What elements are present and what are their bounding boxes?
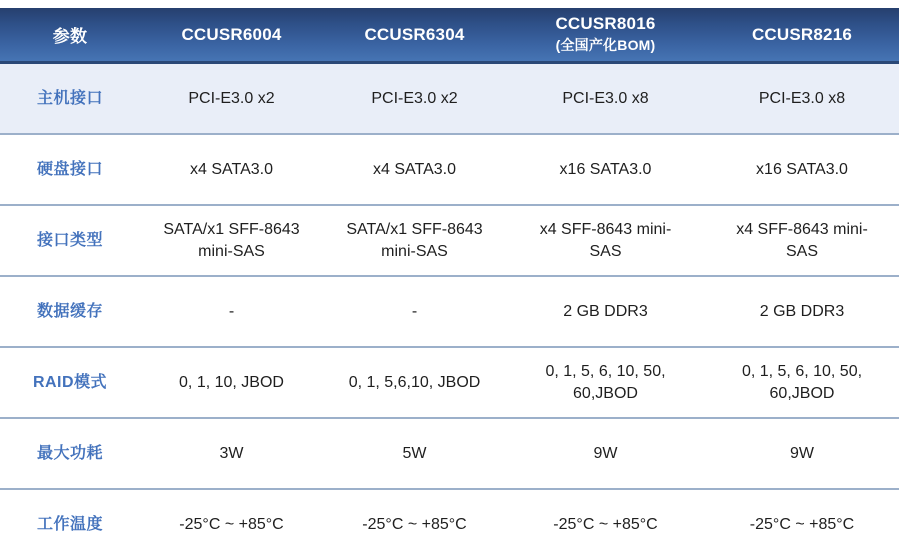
param-cell: 主机接口 [0,63,140,135]
spec-table [0,8,899,537]
column-header-ccusr6304 [323,8,506,63]
param-cell: 硬盘接口 [0,134,140,205]
value-cell: 5W [323,418,506,489]
product-name: CCUSR8016 [555,14,656,33]
value-cell: PCI-E3.0 x8 [506,63,705,135]
value-cell: 9W [705,418,899,489]
param-cell: 工作温度 [0,489,140,537]
value-cell: PCI-E3.0 x2 [140,63,323,135]
value-cell: -25°C ~ +85°C [140,489,323,537]
table-row [0,347,899,418]
value-cell: -25°C ~ +85°C [323,489,506,537]
product-name: CCUSR8216 [751,24,853,44]
value-cell: 0, 1, 5, 6, 10, 50, 60,JBOD [705,347,899,418]
product-note: (全国产化BOM) [555,37,656,53]
param-column-header: 参数 [0,8,140,63]
table-body [0,63,899,537]
value-cell: 0, 1, 5,6,10, JBOD [323,347,506,418]
value-cell: 0, 1, 10, JBOD [140,347,323,418]
value-cell: x16 SATA3.0 [506,134,705,205]
table-row [0,489,899,537]
param-cell: RAID模式 [0,347,140,418]
value-cell: - [140,276,323,347]
table-row [0,276,899,347]
product-name: CCUSR6304 [364,24,465,44]
value-cell: 2 GB DDR3 [506,276,705,347]
value-cell: SATA/x1 SFF-8643 mini-SAS [140,205,323,276]
value-cell: x4 SATA3.0 [140,134,323,205]
value-cell: 9W [506,418,705,489]
value-cell: PCI-E3.0 x2 [323,63,506,135]
table-row [0,418,899,489]
column-header-ccusr8216 [705,8,899,63]
table-row [0,205,899,276]
product-name: CCUSR6004 [181,24,282,44]
value-cell: -25°C ~ +85°C [705,489,899,537]
param-cell: 最大功耗 [0,418,140,489]
column-header-ccusr8016 [506,8,705,63]
value-cell: SATA/x1 SFF-8643 mini-SAS [323,205,506,276]
value-cell: PCI-E3.0 x8 [705,63,899,135]
header-row [0,8,899,63]
value-cell: 2 GB DDR3 [705,276,899,347]
value-cell: - [323,276,506,347]
value-cell: x4 SFF-8643 mini-SAS [506,205,705,276]
value-cell: x16 SATA3.0 [705,134,899,205]
table-row [0,63,899,135]
param-cell: 接口类型 [0,205,140,276]
value-cell: x4 SATA3.0 [323,134,506,205]
table-row [0,134,899,205]
value-cell: 3W [140,418,323,489]
value-cell: 0, 1, 5, 6, 10, 50, 60,JBOD [506,347,705,418]
value-cell: x4 SFF-8643 mini-SAS [705,205,899,276]
value-cell: -25°C ~ +85°C [506,489,705,537]
column-header-ccusr6004 [140,8,323,63]
param-cell: 数据缓存 [0,276,140,347]
